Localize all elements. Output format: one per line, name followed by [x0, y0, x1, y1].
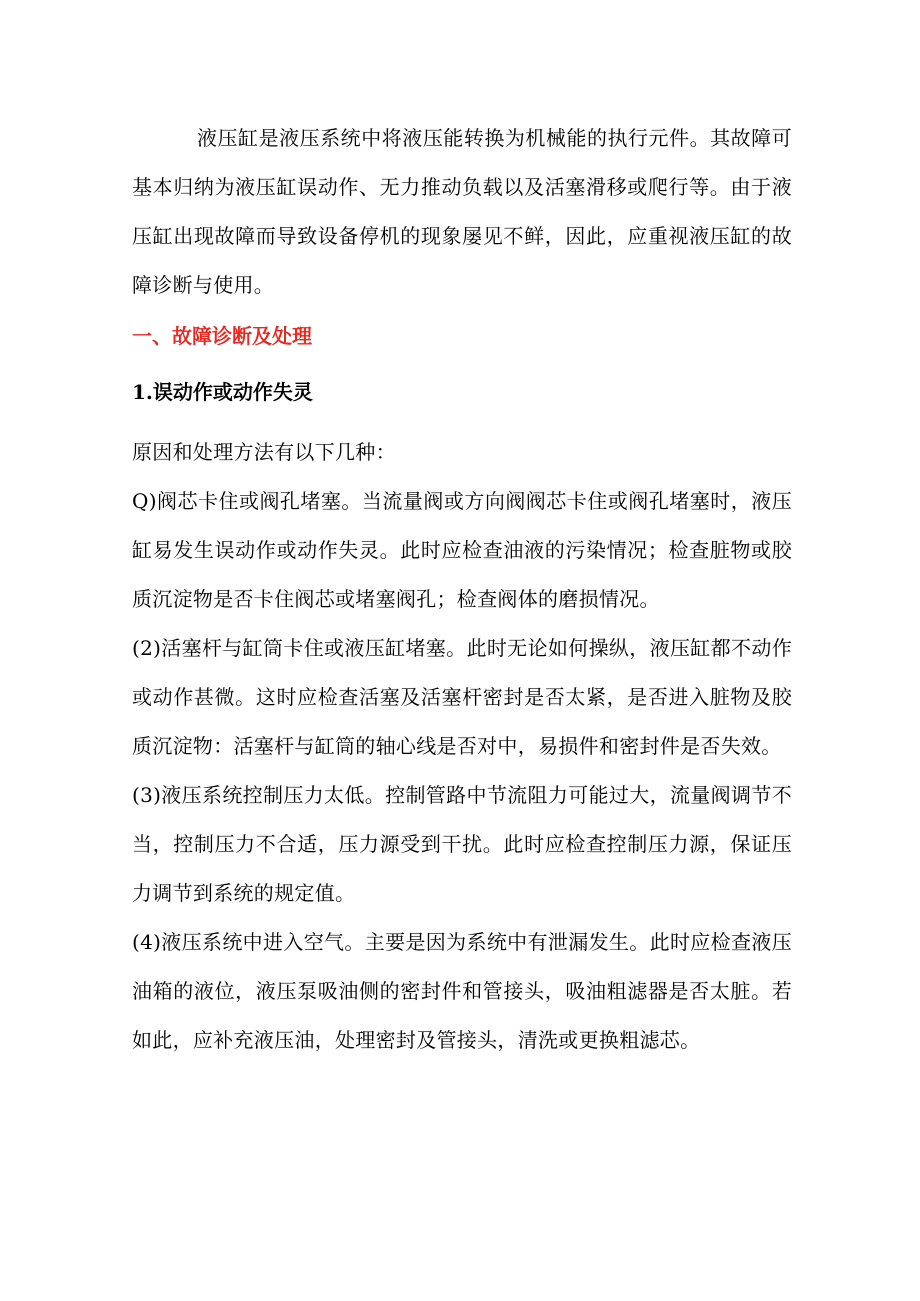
- spacer: [132, 420, 792, 428]
- list-item: (2)活塞杆与缸筒卡住或液压缸堵塞。此时无论如何操纵，液压缸都不动作或动作甚微。这时应检查活塞及活塞杆密封是否太紧，是否进入脏物及胶质沉淀物：活塞杆与缸筒的轴心线是否对中，易损件和密封件是否失效。: [132, 636, 792, 758]
- section-heading: 一、故障诊断及处理: [132, 324, 312, 348]
- intro-paragraph: 液压缸是液压系统中将液压能转换为机械能的执行元件。其故障可基本归纳为液压缸误动作、无力推动负载以及活塞滑移或爬行等。由于液压缸出现故障而导致设备停机的现象屡见不鲜，因此，应重视液压缸的故障诊断与使用。: [132, 126, 792, 297]
- subsection-heading: 1.误动作或动作失灵: [132, 380, 313, 404]
- list-item: Q)阀芯卡住或阀孔堵塞。当流量阀或方向阀阀芯卡住或阀孔堵塞时，液压缸易发生误动作或动作失灵。此时应检查油液的污染情况；检查脏物或胶质沉淀物是否卡住阀芯或堵塞阀孔；检查阀体的磨损情况。: [132, 489, 792, 611]
- document-body: [132, 114, 792, 1065]
- list-item: (4)液压系统中进入空气。主要是因为系统中有泄漏发生。此时应检查液压油箱的液位，液压泵吸油侧的密封件和管接头，吸油粗滤器是否太脏。若如此，应补充液压油，处理密封及管接头，清洗或更换粗滤芯。: [132, 930, 792, 1052]
- list-item: (3)液压系统控制压力太低。控制管路中节流阻力可能过大，流量阀调节不当，控制压力不合适，压力源受到干扰。此时应检查控制压力源，保证压力调节到系统的规定值。: [132, 783, 792, 905]
- lead-paragraph: 原因和处理方法有以下几种：: [132, 440, 396, 464]
